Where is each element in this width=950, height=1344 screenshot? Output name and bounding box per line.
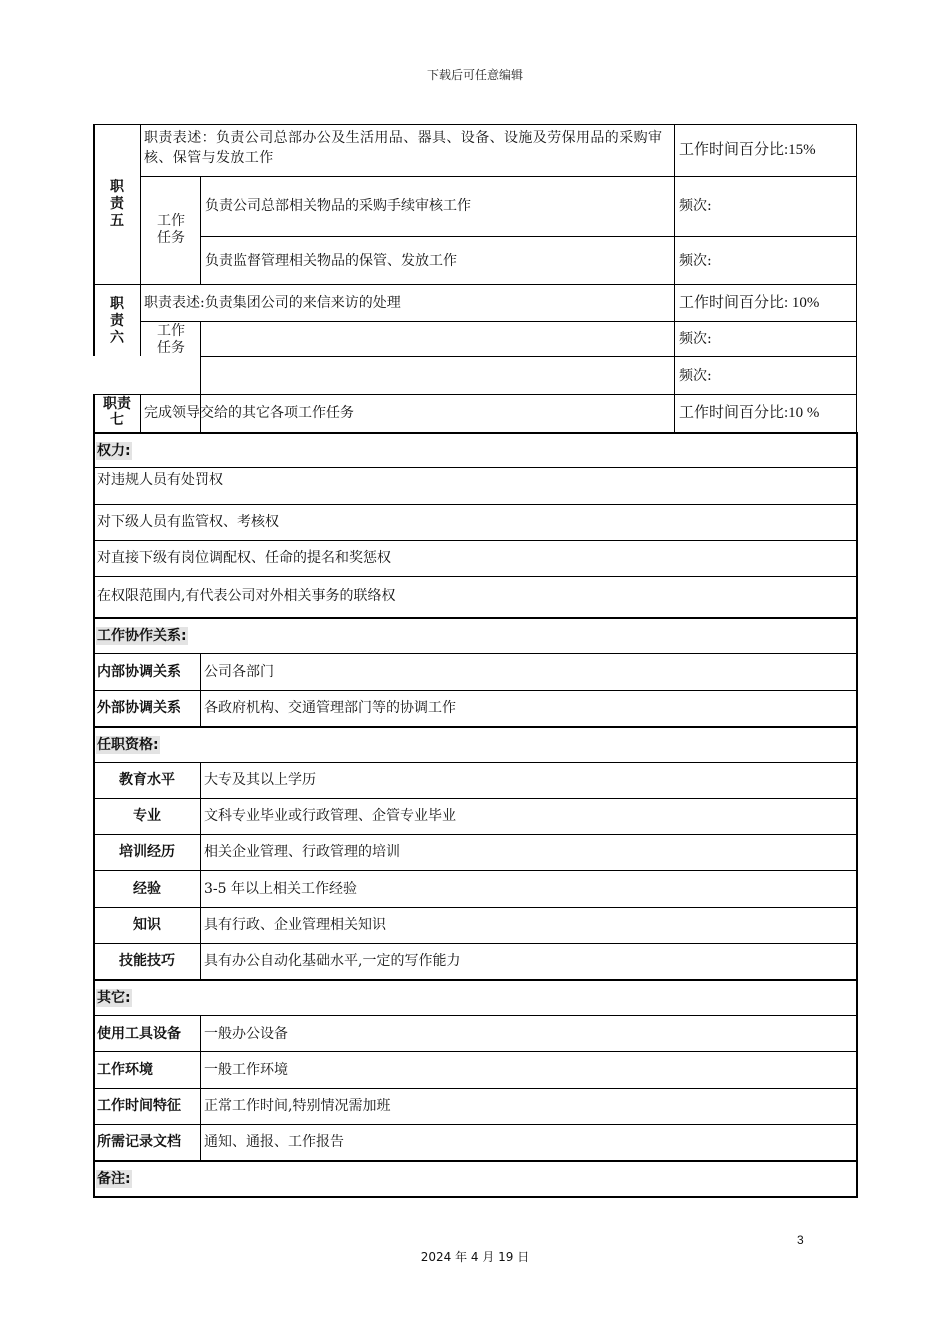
power-item-4: 在权限范围内,有代表公司对外相关事务的联络权 bbox=[97, 588, 396, 604]
skills-value: 具有办公自动化基础水平,一定的写作能力 bbox=[204, 953, 461, 969]
qualifications-section-title: 任职资格: bbox=[97, 737, 159, 753]
duty6-task-label: 工作任务 bbox=[157, 323, 185, 356]
power-section-title: 权力: bbox=[97, 443, 131, 459]
power-item-3: 对直接下级有岗位调配权、任命的提名和奖惩权 bbox=[97, 550, 391, 566]
remarks-section-title: 备注: bbox=[97, 1171, 131, 1187]
major-label: 专业 bbox=[133, 808, 161, 824]
work-time-value: 正常工作时间,特别情况需加班 bbox=[204, 1098, 391, 1114]
duty6-description: 职责表述:负责集团公司的来信来访的处理 bbox=[144, 295, 401, 311]
knowledge-label: 知识 bbox=[133, 917, 161, 933]
duty6-task-1-frequency: 频次: bbox=[679, 331, 712, 347]
records-label: 所需记录文档 bbox=[97, 1134, 181, 1150]
header-note: 下载后可任意编辑 bbox=[426, 68, 523, 82]
duty6-task-2-frequency: 频次: bbox=[679, 368, 712, 384]
page-number: 3 bbox=[797, 1233, 804, 1247]
internal-coordination-value: 公司各部门 bbox=[204, 664, 274, 680]
work-time-label: 工作时间特征 bbox=[97, 1098, 181, 1114]
education-label: 教育水平 bbox=[119, 772, 175, 788]
cooperation-section-title: 工作协作关系: bbox=[97, 628, 187, 644]
duty6-label: 职责六 bbox=[110, 296, 124, 346]
duty5-task-label: 工作任务 bbox=[157, 213, 185, 246]
duty7-label: 职责七 bbox=[103, 396, 131, 428]
duty5-percent: 工作时间百分比:15% bbox=[679, 142, 816, 158]
power-item-2: 对下级人员有监管权、考核权 bbox=[97, 514, 279, 530]
duty6-percent: 工作时间百分比: 10% bbox=[679, 295, 820, 311]
work-environment-label: 工作环境 bbox=[97, 1062, 153, 1078]
duty5-task-2-frequency: 频次: bbox=[679, 253, 712, 269]
external-coordination-label: 外部协调关系 bbox=[97, 700, 181, 716]
duty5-task-1-frequency: 频次: bbox=[679, 198, 712, 214]
footer-date: 2024 年 4 月 19 日 bbox=[420, 1250, 530, 1264]
education-value: 大专及其以上学历 bbox=[204, 772, 316, 788]
experience-value: 3-5 年以上相关工作经验 bbox=[204, 881, 357, 897]
duty5-task-2: 负责监督管理相关物品的保管、发放工作 bbox=[205, 253, 457, 269]
power-item-1: 对违规人员有处罚权 bbox=[97, 472, 223, 488]
major-value: 文科专业毕业或行政管理、企管专业毕业 bbox=[204, 808, 456, 824]
external-coordination-value: 各政府机构、交通管理部门等的协调工作 bbox=[204, 700, 456, 716]
records-value: 通知、通报、工作报告 bbox=[204, 1134, 344, 1150]
tools-equipment-value: 一般办公设备 bbox=[204, 1026, 288, 1042]
training-value: 相关企业管理、行政管理的培训 bbox=[204, 844, 400, 860]
experience-label: 经验 bbox=[133, 881, 161, 897]
work-environment-value: 一般工作环境 bbox=[204, 1062, 288, 1078]
duty5-description: 职责表述：负责公司总部办公及生活用品、器具、设备、设施及劳保用品的采购审核、保管与发放工作 bbox=[144, 130, 663, 166]
training-label: 培训经历 bbox=[119, 844, 175, 860]
duty7-percent: 工作时间百分比:10 % bbox=[679, 405, 820, 421]
skills-label: 技能技巧 bbox=[119, 953, 175, 969]
internal-coordination-label: 内部协调关系 bbox=[97, 664, 181, 680]
knowledge-value: 具有行政、企业管理相关知识 bbox=[204, 917, 386, 933]
duty7-description: 完成领导交给的其它各项工作任务 bbox=[144, 405, 354, 421]
duty5-label: 职责五 bbox=[110, 179, 124, 229]
other-section-title: 其它: bbox=[97, 990, 131, 1006]
tools-equipment-label: 使用工具设备 bbox=[97, 1026, 181, 1042]
duty5-task-1: 负责公司总部相关物品的采购手续审核工作 bbox=[205, 198, 471, 214]
